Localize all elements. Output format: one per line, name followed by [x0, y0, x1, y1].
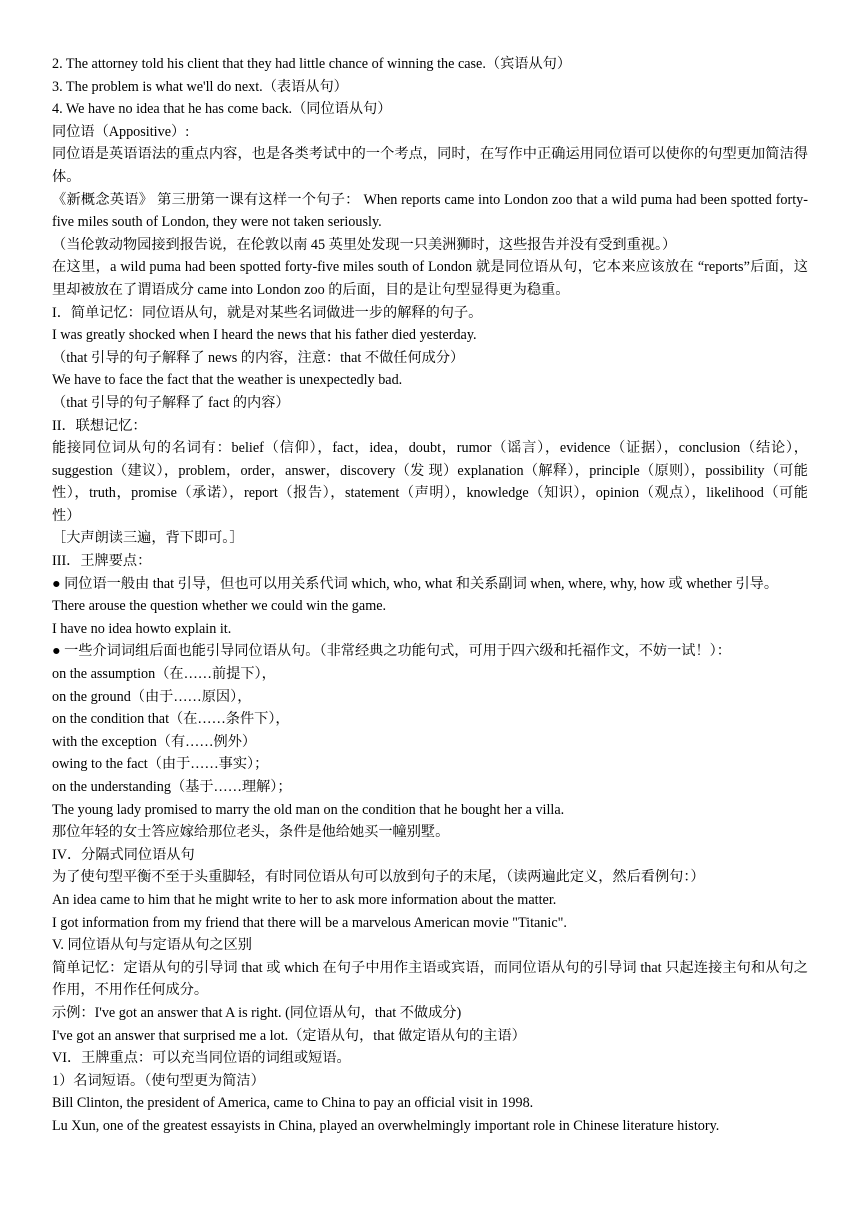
phrase-assumption: on the assumption（在……前提下），: [52, 666, 276, 683]
example-whether: There arouse the question whether we could win the game.: [52, 598, 387, 615]
phrase-owing: owing to the fact（由于……事实）；: [52, 756, 269, 773]
bullet-introducers: ● 同位语一般由 that 引导，但也可以用关系代词 which, who, what 和关系副词 when, where, why, how 或 whether 引导。: [52, 575, 779, 592]
example-answer-appositive: 示例：I've got an answer that A is right. (同位语从句，that 不做成分): [52, 1004, 462, 1021]
read-aloud-note: ［大声朗读三遍，背下即可。］: [52, 530, 244, 547]
bullet-prepositional-phrases: ● 一些介词词组后面也能引导同位语从句。（非常经典之功能句式，可用于四六级和托福作文，不妨一试！）：: [52, 643, 731, 660]
translation-line: （当伦敦动物园接到报告说，在伦敦以南 45 英里处发现一只美洲狮时，这些报告并没有受到重视。）: [52, 236, 677, 253]
heading-simple-memory: I．简单记忆：同位语从句，就是对某些名词做进一步的解释的句子。: [52, 304, 483, 321]
explanation-paragraph: 在这里，a wild puma had been spotted forty-five miles south of London 就是同位语从句，它本来应该放在 “reports”后面，这里却被放在了谓语成分 came into London zoo 的后面，目的是让句型显得更为稳重。: [52, 259, 808, 298]
example-fact: We have to face the fact that the weather is unexpectedly bad.: [52, 372, 403, 389]
note-fact: （that 引导的句子解释了 fact 的内容）: [52, 394, 290, 411]
note-news: （that 引导的句子解释了 news 的内容，注意：that 不做任何成分）: [52, 349, 465, 366]
heading-phrases: VI．王牌重点：可以充当同位语的词组或短语。: [52, 1050, 351, 1067]
heading-difference: V. 同位语从句与定语从句之区别: [52, 937, 252, 954]
example-lu-xun: Lu Xun, one of the greatest essayists in China, played an overwhelmingly important role in Chinese literature history.: [52, 1117, 720, 1134]
example-titanic: I got information from my friend that there will be a marvelous American movie "Titanic".: [52, 914, 567, 931]
phrase-condition: on the condition that（在……条件下），: [52, 711, 290, 728]
translation-villa: 那位年轻的女士答应嫁给那位老头，条件是他给她买一幢别墅。: [52, 824, 450, 841]
example-villa: The young lady promised to marry the old man on the condition that he bought her a villa.: [52, 801, 565, 818]
noun-phrase-heading: 1）名词短语。（使句型更为简洁）: [52, 1072, 265, 1089]
heading-association-memory: II．联想记忆：: [52, 417, 147, 434]
example-sentence-3: 3. The problem is what we'll do next.（表语从句）: [52, 78, 348, 95]
example-sentence-2: 2. The attorney told his client that they had little chance of winning the case.（宾语从句）: [52, 56, 572, 72]
heading-separated-clause: IV．分隔式同位语从句: [52, 846, 195, 863]
intro-paragraph: 同位语是英语语法的重点内容，也是各类考试中的一个考点，同时，在写作中正确运用同位语可以使你的句型更加简洁得体。: [52, 146, 808, 185]
example-idea: An idea came to him that he might write to her to ask more information about the matter.: [52, 891, 557, 908]
example-sentence-4: 4. We have no idea that he has come back.（同位语从句）: [52, 101, 392, 118]
heading-key-points: III．王牌要点：: [52, 553, 152, 570]
section-heading-appositive: 同位语（Appositive）:: [52, 123, 190, 140]
example-answer-attributive: I've got an answer that surprised me a lot.（定语从句，that 做定语从句的主语）: [52, 1027, 526, 1044]
example-how: I have no idea howto explain it.: [52, 620, 232, 637]
new-concept-example: 《新概念英语》 第三册第一课有这样一个句子： When reports came into London zoo that a wild puma had been spotted forty-five miles south of London, they were not taken seriously.: [52, 191, 808, 231]
phrase-exception: with the exception（有……例外）: [52, 733, 257, 750]
separated-definition: 为了使句型平衡不至于头重脚轻，有时同位语从句可以放到句子的末尾，（读两遍此定义，然后看例句：）: [52, 869, 705, 886]
phrase-understanding: on the understanding（基于……理解）；: [52, 779, 292, 795]
phrase-ground: on the ground（由于……原因），: [52, 688, 252, 705]
noun-list-paragraph: 能接同位词从句的名词有：belief（信仰），fact，idea，doubt，rumor（谣言），evidence（证据），conclusion（结论），suggestion（建议），problem，order，answer，discovery（发 现）explanation（解释），principle（原则），possibility（可能性），truth，promise（承诺），report（报告），statement（声明），knowledge（知识），opinion（观点），likelihood（可能性）: [52, 440, 808, 524]
document-page: [52, 53, 808, 1138]
example-news: I was greatly shocked when I heard the news that his father died yesterday.: [52, 327, 477, 344]
difference-paragraph: 简单记忆：定语从句的引导词 that 或 which 在句子中用作主语或宾语，而同位语从句的引导词 that 只起连接主句和从句之作用，不用作任何成分。: [52, 959, 808, 999]
example-clinton: Bill Clinton, the president of America, came to China to pay an official visit in 1998.: [52, 1095, 534, 1112]
